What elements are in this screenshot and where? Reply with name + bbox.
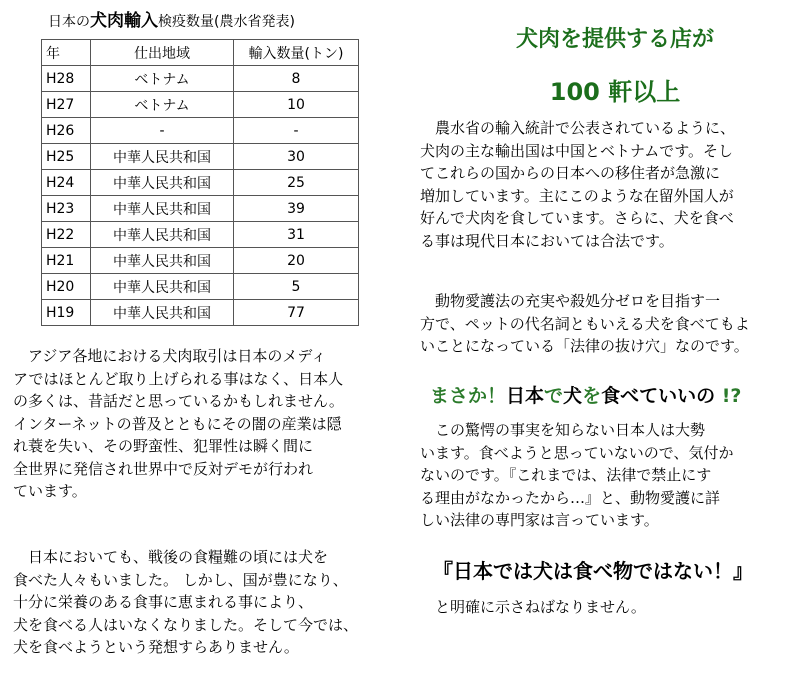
cell-year: H26	[42, 118, 91, 144]
cell-origin: 中華人民共和国	[91, 144, 234, 170]
text-line: 食べた人々もいました。 しかし、国が豊になり、	[13, 570, 348, 589]
headline-line-1: 犬肉を提供する店が	[515, 27, 714, 52]
text-line: と明確に示さねばなりません。	[420, 598, 646, 616]
cell-year: H24	[42, 170, 91, 196]
caption-emphasis: 犬肉輸入	[90, 11, 158, 31]
cell-year: H22	[42, 222, 91, 248]
cell-origin: 中華人民共和国	[91, 222, 234, 248]
warning-part: まさか！	[430, 385, 507, 407]
warning-part: で	[544, 385, 564, 407]
text-line: 増加しています。主にこのような在留外国人が	[420, 186, 734, 205]
text-line: インターネットの普及とともにその闇の産業は隠	[13, 414, 342, 433]
text-line: 全世界に発信され世界中で反対デモが行われ	[13, 459, 314, 478]
warning-part-eat: 食べていいの	[601, 385, 716, 407]
text-line: ないのです。『これまでは、法律で禁止にす	[420, 466, 712, 484]
warning-part-dog: 犬	[563, 385, 583, 407]
table-row	[42, 118, 359, 144]
table-row	[42, 222, 359, 248]
cell-quantity: 30	[234, 144, 359, 170]
text-line: 動物愛護法の充実や殺処分ゼロを目指す一	[420, 292, 721, 310]
cell-origin: 中華人民共和国	[91, 248, 234, 274]
cell-origin: ベトナム	[91, 92, 234, 118]
text-line: しい法律の専門家は言っています。	[420, 511, 659, 529]
cell-year: H23	[42, 196, 91, 222]
cell-quantity: 31	[234, 222, 359, 248]
headline-line-2: 100 軒以上	[549, 78, 681, 106]
cell-origin: 中華人民共和国	[91, 196, 234, 222]
table-row	[42, 196, 359, 222]
right-paragraph-3	[420, 419, 734, 532]
warning-part: を	[582, 385, 602, 407]
cell-quantity: 39	[234, 196, 359, 222]
text-line: この驚愕の事実を知らない日本人は大勢	[420, 421, 706, 439]
warning-heading	[430, 381, 741, 408]
text-line: てこれらの国からの日本への移住者が急激に	[420, 164, 721, 182]
text-line: の多くは、昔話だと思っているかもしれません。	[13, 392, 344, 410]
table-row	[42, 66, 359, 92]
text-line: ています。	[13, 482, 87, 500]
cell-year: H19	[42, 300, 91, 326]
cell-year: H21	[42, 248, 91, 274]
cell-quantity: 10	[234, 92, 359, 118]
text-line: 犬を食べようという発想すらありません。	[13, 638, 299, 656]
text-line: る事は現代日本においては合法です。	[420, 231, 674, 250]
text-line: 十分に栄養のある食事に恵まれる事により、	[13, 593, 314, 611]
cell-origin: 中華人民共和国	[91, 300, 234, 326]
cell-year: H25	[42, 144, 91, 170]
cell-quantity: -	[234, 118, 359, 144]
text-line: る理由がなかったから…』と、動物愛護に詳	[420, 488, 721, 507]
right-paragraph-1	[420, 117, 735, 252]
table-row	[42, 248, 359, 274]
table-caption	[48, 6, 295, 31]
text-line: います。食べようと思っていないので、気付か	[420, 443, 734, 462]
table-row	[42, 92, 359, 118]
text-line: 犬を食べる人はいなくなりました。そして今では、	[13, 615, 359, 634]
cell-origin: -	[91, 118, 234, 144]
cell-origin: ベトナム	[91, 66, 234, 92]
cell-quantity: 77	[234, 300, 359, 326]
dog-meat-import-table	[41, 39, 359, 326]
cell-origin: 中華人民共和国	[91, 274, 234, 300]
cell-year: H20	[42, 274, 91, 300]
text-line: 好んで犬肉を食しています。さらに、犬を食べ	[420, 209, 734, 227]
cell-quantity: 20	[234, 248, 359, 274]
cell-quantity: 8	[234, 66, 359, 92]
header-quantity: 輸入数量(トン)	[234, 40, 359, 66]
left-paragraph-2	[13, 546, 358, 659]
text-line: 方で、ペットの代名詞ともいえる犬を食べてもよ	[420, 314, 750, 333]
cell-quantity: 25	[234, 170, 359, 196]
closing-line	[420, 596, 646, 619]
table-row	[42, 300, 359, 326]
cell-quantity: 5	[234, 274, 359, 300]
text-line: 日本においても、戦後の食糧難の頃には犬を	[13, 548, 329, 566]
text-line: 犬肉の主な輸出国は中国とベトナムです。そし	[420, 141, 734, 160]
final-statement: 『日本では犬は食べ物ではない！』	[433, 559, 753, 583]
table-row	[42, 170, 359, 196]
text-line: れ蓑を失い、その野蛮性、犯罪性は瞬く間に	[13, 437, 314, 455]
right-paragraph-2	[420, 290, 750, 358]
cell-origin: 中華人民共和国	[91, 170, 234, 196]
header-origin: 仕出地域	[91, 40, 234, 66]
left-paragraph-1	[13, 345, 344, 503]
caption-prefix: 日本の	[48, 14, 90, 30]
text-line: アではほとんど取り上げられる事はなく、日本人	[13, 369, 344, 388]
table-header-row	[42, 40, 359, 66]
text-line: いことになっている「法律の抜け穴」なのです。	[420, 337, 749, 355]
cell-year: H27	[42, 92, 91, 118]
cell-year: H28	[42, 66, 91, 92]
warning-part-japan: 日本	[506, 385, 545, 407]
text-line: 農水省の輸入統計で公表されているように、	[420, 119, 736, 137]
table-row	[42, 274, 359, 300]
text-line: アジア各地における犬肉取引は日本のメディ	[13, 347, 327, 365]
warning-part: !?	[715, 385, 742, 407]
table-row	[42, 144, 359, 170]
caption-suffix: 検疫数量(農水省発表)	[158, 14, 295, 30]
header-year: 年	[42, 40, 91, 66]
